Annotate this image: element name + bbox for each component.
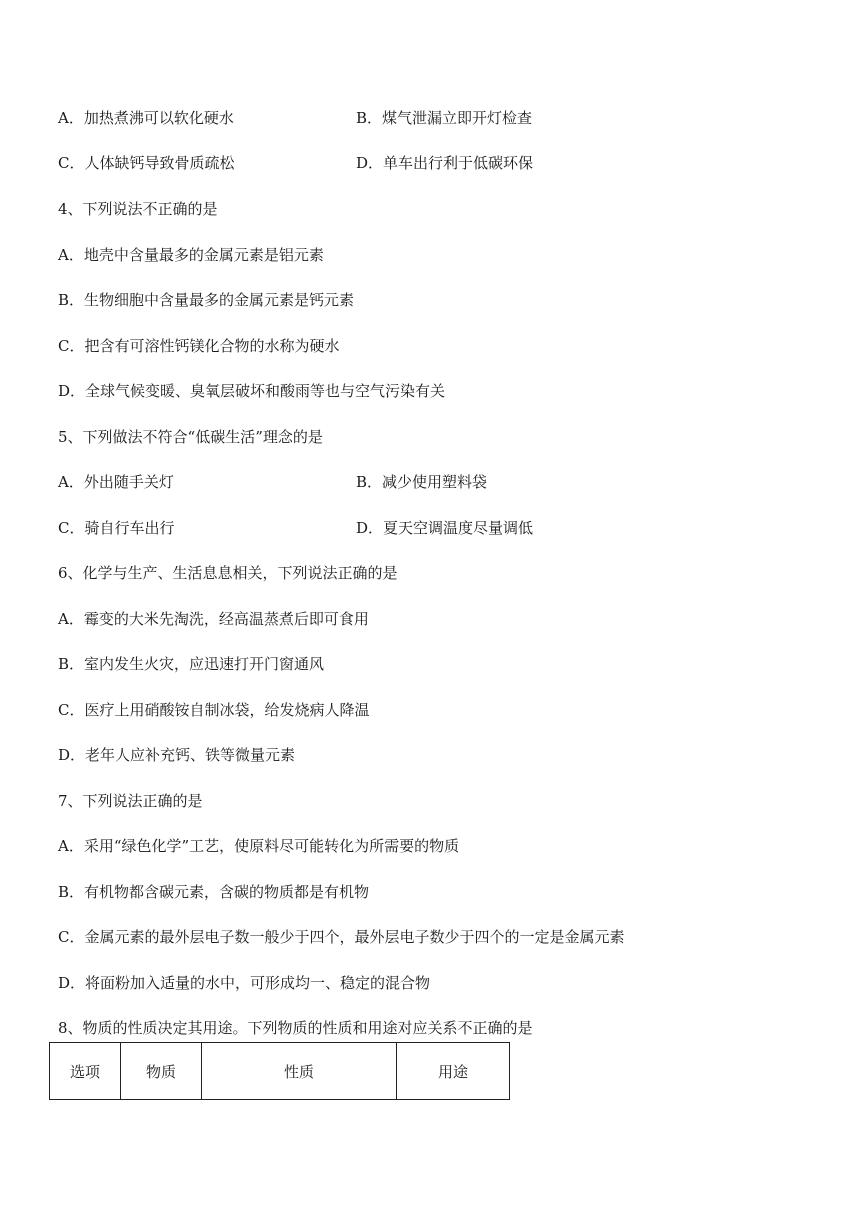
- table-header-cell: 性质: [202, 1043, 397, 1100]
- q4-option-b: B．生物细胞中含量最多的金属元素是钙元素: [58, 291, 355, 309]
- q8-stem: 8、物质的性质决定其用途。下列物质的性质和用途对应关系不正确的是: [58, 1019, 533, 1037]
- q7-option-b: B．有机物都含碳元素，含碳的物质都是有机物: [58, 883, 370, 901]
- q4-option-a: A．地壳中含量最多的金属元素是铝元素: [58, 246, 324, 264]
- q7-option-a: A．采用“绿色化学”工艺，使原料尽可能转化为所需要的物质: [58, 837, 460, 855]
- q7-stem: 7、下列说法正确的是: [58, 792, 203, 810]
- q3-option-d: D．单车出行利于低碳环保: [356, 154, 534, 172]
- table-header-cell: 选项: [50, 1043, 121, 1100]
- q5-option-c: C．骑自行车出行: [58, 519, 175, 537]
- q3-option-a: A．加热煮沸可以软化硬水: [58, 109, 234, 127]
- q6-option-c: C．医疗上用硝酸铵自制冰袋，给发烧病人降温: [58, 701, 370, 719]
- q6-option-a: A．霉变的大米先淘洗，经高温蒸煮后即可食用: [58, 610, 369, 628]
- q7-option-c: C．金属元素的最外层电子数一般少于四个，最外层电子数少于四个的一定是金属元素: [58, 928, 625, 946]
- table-header-cell: 用途: [397, 1043, 510, 1100]
- q5-option-a: A．外出随手关灯: [58, 473, 174, 491]
- q8-table: [49, 1042, 510, 1100]
- q3-option-b: B．煤气泄漏立即开灯检查: [356, 109, 533, 127]
- q4-stem: 4、下列说法不正确的是: [58, 200, 218, 218]
- q7-option-d: D．将面粉加入适量的水中，可形成均一、稳定的混合物: [58, 974, 431, 992]
- q5-option-b: B．减少使用塑料袋: [356, 473, 488, 491]
- q6-option-d: D．老年人应补充钙、铁等微量元素: [58, 746, 296, 764]
- table-header-cell: 物质: [121, 1043, 202, 1100]
- q4-option-d: D．全球气候变暖、臭氧层破坏和酸雨等也与空气污染有关: [58, 382, 446, 400]
- q5-stem: 5、下列做法不符合“低碳生活”理念的是: [58, 428, 323, 446]
- q3-option-c: C．人体缺钙导致骨质疏松: [58, 154, 235, 172]
- table-header-row: [50, 1043, 510, 1100]
- q4-option-c: C．把含有可溶性钙镁化合物的水称为硬水: [58, 337, 340, 355]
- q6-option-b: B．室内发生火灾，应迅速打开门窗通风: [58, 655, 325, 673]
- q5-option-d: D．夏天空调温度尽量调低: [356, 519, 534, 537]
- q6-stem: 6、化学与生产、生活息息相关，下列说法正确的是: [58, 564, 398, 582]
